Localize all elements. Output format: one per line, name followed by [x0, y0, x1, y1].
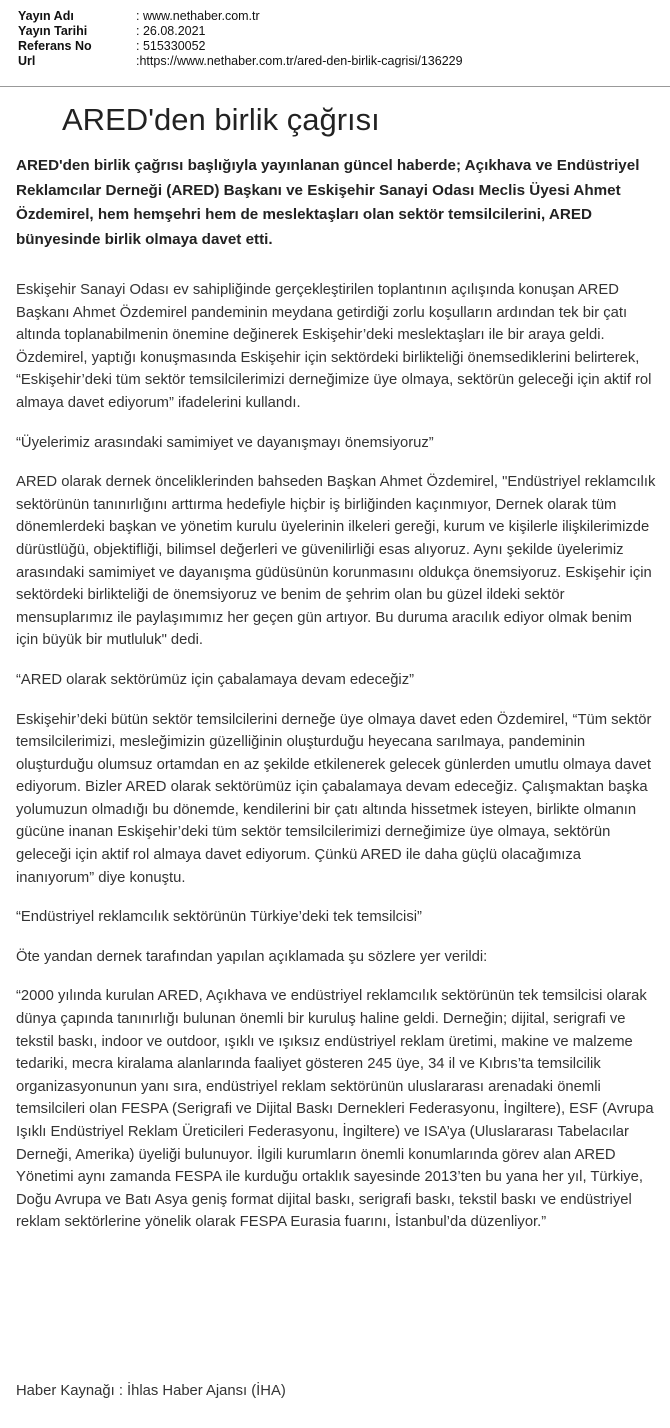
paragraph: Eskişehir’deki bütün sektör temsilcilerini derneğe üye olmaya davet eden Özdemirel, “Tüm sektör temsilcilerimizi, mesleğimizin güzelliğinin oluşturduğu heyecana sarılmaya, pandeminin oluşturduğu olumsuz ortamdan en az şekilde etkilenerek gelecek günlerden umutlu olmaya davet ediyorum. Bizler ARED olarak sektörümüz için çabalamaya devam edeceğiz. Çalışmaktan başka yolumuzun olmadığı bu dönemde, kendilerini bir çatı altında hissetmek isteyen, birlikte olmanın gücüne inanan Eskişehir’deki tüm sektör temsilcilerimizi derneğimize üye olmaya, sektörün geleceği için aktif rol almaya davet ediyorum. Çünkü ARED ile daha güçlü olacağımıza inanıyorum” diye konuştu. — [16, 711, 652, 886]
header-divider — [0, 86, 670, 87]
paragraph: Öte yandan dernek tarafından yapılan açıklamada şu sözlere yer verildi: — [16, 948, 488, 965]
paragraph: “2000 yılında kurulan ARED, Açıkhava ve endüstriyel reklamcılık sektörünün tek temsilcisi olarak dünya çapında tanınırlığı bulunan önemli bir kuruluş haline geldi. Derneğin; dijital, serigrafi ve tekstil baskı, indoor ve outdoor, ışıklı ve ışıksız endüstriyel reklam üretimi, makine ve malzeme tedariki, mecra kiralama alanlarında faaliyet gösteren 245 üye, 34 il ve Kıbrıs’ta temsilcilik organizasyonunun yanı sıra, endüstriyel reklam sektörünün uluslararası arenadaki önemli temsilcileri olan FESPA (Serigrafi ve Dijital Baskı Dernekleri Federasyonu, İngiltere), ESF (Avrupa Işıklı Endüstriyel Reklam Üreticileri Federasyonu, İngiltere) ve ISA’ya (Uluslararası Tabelacılar Derneği, Amerika) üyeliği bulunuyor. İlgili kurumların önemli konumlarında görev alan ARED Yönetimi aynı zamanda FESPA ile kurduğu ortaklık sayesinde 2013’ten bu yana her yıl, Türkiye, Doğu Avrupa ve Batı Asya geniş format dijital baskı, serigrafi baskı, tekstil baskı ve endüstriyel reklam sektörlerine yönelik olarak FESPA Eurasia fuarını, İstanbul’da düzenliyor.” — [16, 988, 654, 1231]
subheading: “Endüstriyel reklamcılık sektörünün Türkiye’deki tek temsilcisi” — [16, 909, 422, 926]
publication-meta — [18, 9, 463, 69]
meta-row-publication-name — [18, 9, 463, 24]
meta-value: : www.nethaber.com.tr — [136, 9, 260, 23]
article-title: ARED'den birlik çağrısı — [62, 102, 380, 137]
subheading: “Üyelerimiz arasındaki samimiyet ve dayanışmayı önemsiyoruz” — [16, 434, 434, 451]
meta-label: Url — [18, 54, 36, 68]
meta-value: : 26.08.2021 — [136, 24, 206, 38]
meta-row-url — [18, 54, 463, 69]
meta-label: Yayın Adı — [18, 9, 74, 23]
meta-row-reference-no — [18, 39, 463, 54]
meta-value: :https://www.nethaber.com.tr/ared-den-birlik-cagrisi/136229 — [136, 54, 463, 68]
paragraph: ARED olarak dernek önceliklerinden bahseden Başkan Ahmet Özdemirel, "Endüstriyel reklamcılık sektörünün tanınırlığını arttırma hedefiyle hiçbir iş birliğinden kaçınmıyor, Dernek olarak tüm dönemlerdeki başkan ve yönetim kurulu üyelerinin ilkeleri gereği, kurum ve kişilerle ilişkilerimizde dürüstlüğü, objektifliği, bilimsel değerleri ve güvenilirliği esas alıyoruz. Aynı şekilde üyelerimiz arasındaki samimiyet ve dayanışma güdüsünün korunmasını oldukça önemsiyoruz. Eskişehir için sektördeki birlikteliği de önemsiyoruz ve benim de şehrim olan bu güzel ildeki sektör mensuplarımız ile paylaşımımız her geçen gün artıyor. Bu duruma aracılık ediyor olmak benim için büyük bir mutluluk" dedi. — [16, 474, 656, 649]
meta-value: : 515330052 — [136, 39, 206, 53]
news-source: Haber Kaynağı : İhlas Haber Ajansı (İHA) — [16, 1383, 286, 1399]
article-body — [16, 279, 658, 1251]
paragraph: Eskişehir Sanayi Odası ev sahipliğinde gerçekleştirilen toplantının açılışında konuşan ARED Başkanı Ahmet Özdemirel pandeminin meydana getirdiği zorlu koşulların ardından tek bir çatı altında toplanabilmenin önemine değinerek Eskişehir’deki meslektaşları ile bir araya geldi. Özdemirel, yaptığı konuşmasında Eskişehir için sektördeki birlikteliği önemsediklerini belirterek, “Eskişehir’deki tüm sektör temsilcilerimizi derneğimize üye olmaya, sektörün geleceği için aktif rol almaya davet ediyorum” ifadelerini kullandı. — [16, 282, 652, 411]
subheading: “ARED olarak sektörümüz için çabalamaya devam edeceğiz” — [16, 671, 415, 688]
article-lead: ARED'den birlik çağrısı başlığıyla yayınlanan güncel haberde; Açıkhava ve Endüstriyel Reklamcılar Derneği (ARED) Başkanı ve Eskişehir Sanayi Odası Meclis Üyesi Ahmet Özdemirel, hem hemşehri hem de meslektaşları olan sektör temsilcilerini, ARED bünyesinde birlik olmaya davet etti. — [16, 157, 640, 248]
meta-row-publication-date — [18, 24, 463, 39]
meta-label: Yayın Tarihi — [18, 24, 88, 38]
meta-label: Referans No — [18, 39, 92, 53]
